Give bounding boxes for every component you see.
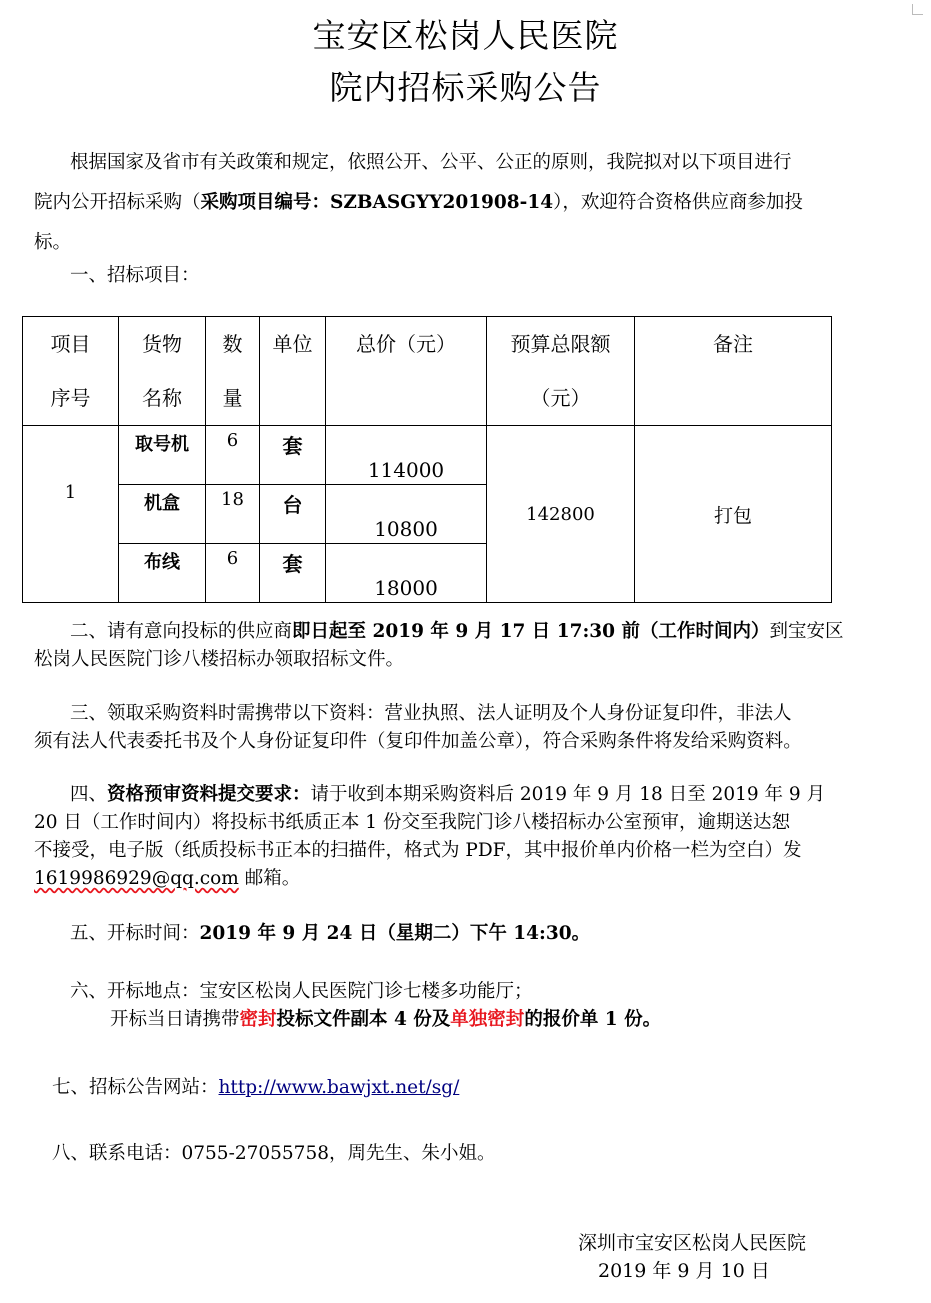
- section2-line2: 松岗人民医院门诊八楼招标办领取招标文件。: [34, 649, 405, 670]
- section4-text: 四、: [70, 784, 108, 805]
- section7-label: 七、招标公告网站：: [52, 1077, 219, 1098]
- header-text: 名称: [142, 386, 182, 410]
- section3-line2: 须有法人代表委托书及个人身份证复印件（复印件加盖公章），符合采购条件将发给采购资料。: [34, 731, 802, 752]
- section5-line: [70, 914, 920, 953]
- header-text: 项目: [50, 332, 91, 356]
- table-header-row: [23, 317, 832, 426]
- intro-line3: 标。: [34, 232, 72, 253]
- cell-item-qty: 6: [206, 426, 260, 485]
- header-total: 总价（元）: [326, 317, 487, 426]
- header-text: （元）: [530, 386, 591, 410]
- doc-title-line1: 宝安区松岗人民医院: [312, 16, 619, 55]
- section6-text: 开标当日请携带: [110, 1009, 240, 1030]
- section5-label: 五、开标时间：: [70, 923, 200, 944]
- section4-line4: [34, 859, 884, 898]
- header-text: 预算总限额: [510, 332, 611, 356]
- cell-item-qty: 6: [206, 544, 260, 603]
- separately-sealed-highlight: 单独密封: [450, 1009, 525, 1030]
- cell-item-price: 18000: [326, 544, 487, 603]
- section4-line2: 20 日（工作时间内）将投标书纸质正本 1 份交至我院门诊八楼招标办公室预审，逾期送达恕: [34, 812, 790, 833]
- section6-line2: [110, 1000, 931, 1039]
- intro-text: ），欢迎符合资格供应商参加投: [553, 192, 803, 213]
- table-row: [23, 426, 832, 485]
- cell-item-unit: 台: [260, 485, 326, 544]
- sealed-highlight: 密封: [239, 1009, 277, 1030]
- header-name: [119, 317, 206, 426]
- signature-org: 深圳市宝安区松岗人民医院: [578, 1232, 807, 1254]
- section4-text: 请于收到本期采购资料后 2019 年 9 月 18 日至 2019 年 9 月: [310, 784, 826, 805]
- cell-budget: 142800: [487, 426, 635, 603]
- header-budget: [487, 317, 635, 426]
- cell-item-unit: 套: [260, 544, 326, 603]
- intro-line1: 根据国家及省市有关政策和规定，依照公开、公平、公正的原则，我院拟对以下项目进行: [70, 152, 792, 173]
- header-text: 货物: [142, 332, 182, 356]
- email-address: 1619986929@qq.com: [34, 868, 239, 889]
- cell-item-name: 布线: [119, 544, 206, 603]
- section1-heading: 一、招标项目：: [70, 265, 200, 286]
- procurement-table: [22, 316, 832, 603]
- section6-bold-text: 投标文件副本 4 份及: [276, 1009, 451, 1030]
- signature-date: 2019 年 9 月 10 日: [598, 1260, 770, 1282]
- opening-time: 2019 年 9 月 24 日（星期二）下午 14:30。: [199, 923, 591, 944]
- header-text: 数: [222, 332, 243, 356]
- cell-seq: 1: [23, 426, 119, 603]
- section8-line: 八、联系电话：0755-27055758，周先生、朱小姐。: [52, 1143, 496, 1164]
- header-text: 序号: [50, 386, 91, 410]
- cell-remark: 打包: [635, 426, 832, 603]
- section7-line: [52, 1068, 902, 1107]
- deadline-text: 即日起至 2019 年 9 月 17 日 17:30 前（工作时间内）: [292, 621, 770, 642]
- header-qty: [206, 317, 260, 426]
- section4-text: 邮箱。: [238, 868, 301, 889]
- tender-website-link[interactable]: http://www.bawjxt.net/sg/: [218, 1077, 460, 1098]
- header-seq: [23, 317, 119, 426]
- section2-text: 二、请有意向投标的供应商: [70, 621, 293, 642]
- section2-text: 到宝安区: [769, 621, 844, 642]
- cell-item-name: 取号机: [119, 426, 206, 485]
- section4-line3: 不接受，电子版（纸质投标书正本的扫描件，格式为 PDF，其中报价单内价格一栏为空白）发: [34, 840, 802, 861]
- project-number: 采购项目编号：SZBASGYY201908-14: [200, 192, 554, 213]
- cell-item-qty: 18: [206, 485, 260, 544]
- cell-item-price: 114000: [326, 426, 487, 485]
- section4-heading: 资格预审资料提交要求：: [107, 784, 311, 805]
- section6-line1: 六、开标地点：宝安区松岗人民医院门诊七楼多功能厅；: [70, 981, 533, 1002]
- header-text: 量: [222, 386, 243, 410]
- intro-text: 院内公开招标采购（: [34, 192, 201, 213]
- cell-item-name: 机盒: [119, 485, 206, 544]
- cell-item-unit: 套: [260, 426, 326, 485]
- section3-line1: 三、领取采购资料时需携带以下资料：营业执照、法人证明及个人身份证复印件，非法人: [70, 703, 792, 724]
- intro-line2: [34, 183, 884, 222]
- header-remark: 备注: [635, 317, 832, 426]
- cell-item-price: 10800: [326, 485, 487, 544]
- header-unit: 单位: [260, 317, 326, 426]
- doc-title-line2: 院内招标采购公告: [329, 68, 602, 107]
- section6-bold-text: 的报价单 1 份。: [524, 1009, 662, 1030]
